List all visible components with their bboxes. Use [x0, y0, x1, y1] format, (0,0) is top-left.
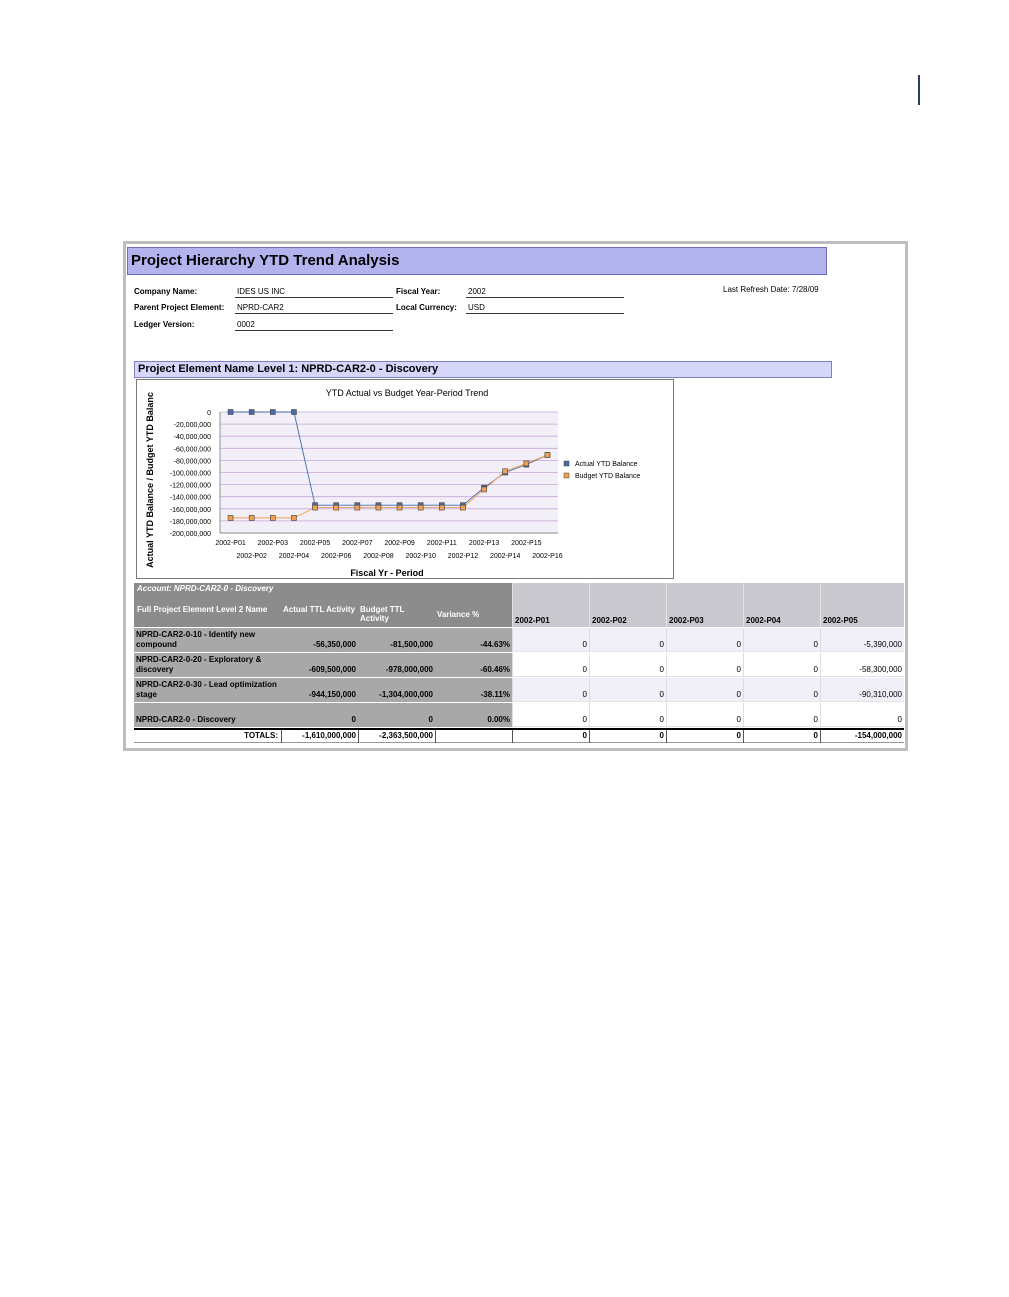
- row-period-value: 0: [820, 703, 904, 727]
- chart-legend-swatch: [564, 473, 569, 478]
- chart-legend-label: Actual YTD Balance: [575, 461, 638, 468]
- row-period-value: -90,310,000: [820, 678, 904, 702]
- chart-point-budget: [397, 505, 402, 510]
- chart-point-budget: [439, 505, 444, 510]
- chart-x-tick-label: 2002-P08: [363, 553, 394, 560]
- row-period-value: 0: [512, 653, 589, 677]
- column-header-period: 2002-P04: [743, 583, 820, 627]
- row-period-value: 0: [589, 703, 666, 727]
- chart-point-budget: [524, 461, 529, 466]
- row-actual: -609,500,000: [308, 665, 356, 674]
- chart-x-tick-label: 2002-P05: [299, 540, 331, 547]
- totals-divider: [589, 730, 590, 743]
- totals-divider: [512, 730, 513, 743]
- chart-x-tick-label: 2002-P06: [321, 553, 352, 560]
- chart-y-tick-label: -180,000,000: [169, 518, 211, 526]
- totals-period-value: 0: [813, 731, 818, 740]
- totals-divider: [666, 730, 667, 743]
- row-name: NPRD-CAR2-0-20 - Exploratory & discovery: [136, 655, 262, 674]
- row-actual: -944,150,000: [308, 690, 356, 699]
- chart-x-tick-label: 2002-P10: [405, 553, 436, 560]
- totals-divider: [358, 730, 359, 743]
- chart-x-tick-label: 2002-P11: [426, 540, 457, 547]
- column-header-period: 2002-P01: [512, 583, 589, 627]
- chart-y-tick-label: -20,000,000: [173, 422, 211, 430]
- row-period-value: 0: [743, 678, 820, 702]
- chart-point-budget: [291, 515, 296, 520]
- totals-period-value: 0: [582, 731, 587, 740]
- totals-period-value: 0: [736, 731, 741, 740]
- chart-point-budget: [376, 505, 381, 510]
- currency-value: USD: [466, 302, 624, 314]
- chart-x-tick-label: 2002-P13: [468, 540, 500, 547]
- row-budget: 0: [428, 715, 433, 724]
- row-variance: -38.11%: [480, 690, 510, 699]
- row-period-value: 0: [743, 703, 820, 727]
- parent-element-value: NPRD-CAR2: [235, 302, 393, 314]
- chart-point-budget: [249, 515, 254, 520]
- column-header-actual: Actual TTL Activity: [283, 605, 355, 614]
- parent-element-label: Parent Project Element:: [134, 303, 225, 312]
- chart-x-tick-label: 2002-P02: [236, 553, 267, 560]
- row-budget: -1,304,000,000: [379, 690, 433, 699]
- row-period-value: 0: [589, 678, 666, 702]
- row-variance: -60.46%: [480, 665, 510, 674]
- row-period-value: 0: [743, 653, 820, 677]
- trend-chart-svg: [137, 380, 675, 580]
- fiscal-year-value: 2002: [466, 286, 624, 298]
- chart-y-tick-label: -160,000,000: [169, 506, 211, 514]
- chart-x-tick-label: 2002-P15: [511, 540, 542, 547]
- chart-x-tick-label: 2002-P09: [384, 540, 415, 547]
- row-period-value: 0: [512, 678, 589, 702]
- chart-point-actual: [228, 410, 233, 415]
- column-header-period: 2002-P02: [589, 583, 666, 627]
- chart-y-tick-label: -120,000,000: [169, 482, 211, 490]
- chart-x-tick-label: 2002-P03: [257, 540, 288, 547]
- chart-title: YTD Actual vs Budget Year-Period Trend: [325, 388, 489, 398]
- chart-x-tick-label: 2002-P12: [447, 553, 479, 560]
- chart-point-budget: [460, 505, 465, 510]
- row-name: NPRD-CAR2-0 - Discovery: [136, 715, 236, 724]
- trend-chart: [136, 379, 674, 579]
- chart-point-budget: [355, 505, 360, 510]
- totals-label: TOTALS:: [244, 731, 278, 740]
- chart-y-tick-label: 0: [207, 410, 211, 417]
- row-period-value: -58,300,000: [820, 653, 904, 677]
- chart-x-tick-label: 2002-P14: [490, 553, 521, 560]
- row-period-value: 0: [512, 628, 589, 652]
- row-period-value: 0: [512, 703, 589, 727]
- chart-point-budget: [313, 505, 318, 510]
- column-header-name: Full Project Element Level 2 Name: [137, 605, 268, 614]
- chart-point-budget: [270, 515, 275, 520]
- chart-y-tick-label: -200,000,000: [169, 531, 211, 538]
- company-label: Company Name:: [134, 287, 198, 296]
- chart-x-tick-label: 2002-P01: [215, 540, 246, 547]
- chart-point-budget: [482, 487, 487, 492]
- column-header-period: 2002-P05: [820, 583, 904, 627]
- currency-label: Local Currency:: [396, 303, 457, 312]
- company-value: IDES US INC: [235, 286, 393, 298]
- chart-x-tick-label: 2002-P16: [532, 553, 563, 560]
- row-actual: 0: [351, 715, 356, 724]
- chart-y-axis-label: Actual YTD Balance / Budget YTD Balanc: [145, 392, 155, 568]
- last-refresh-date: Last Refresh Date: 7/28/09: [723, 285, 819, 294]
- row-period-value: 0: [666, 678, 743, 702]
- chart-y-tick-label: -140,000,000: [169, 494, 211, 502]
- page-marker: [918, 75, 920, 105]
- ledger-label: Ledger Version:: [134, 320, 195, 329]
- column-header-budget: Budget TTL Activity: [360, 605, 405, 623]
- chart-point-actual: [249, 410, 254, 415]
- totals-period-value: 0: [659, 731, 664, 740]
- chart-point-actual: [291, 410, 296, 415]
- row-name: NPRD-CAR2-0-30 - Lead optimization stage: [136, 680, 277, 699]
- chart-legend-swatch: [564, 461, 569, 466]
- column-header-period: 2002-P03: [666, 583, 743, 627]
- chart-x-axis-label: Fiscal Yr - Period: [350, 568, 424, 578]
- chart-y-tick-label: -40,000,000: [173, 434, 211, 442]
- row-name: NPRD-CAR2-0-10 - Identify new compound: [136, 630, 256, 649]
- chart-point-budget: [334, 505, 339, 510]
- row-budget: -978,000,000: [385, 665, 433, 674]
- row-period-value: 0: [589, 628, 666, 652]
- row-budget: -81,500,000: [390, 640, 433, 649]
- totals-divider: [435, 730, 436, 743]
- chart-x-tick-label: 2002-P04: [278, 553, 310, 560]
- totals-budget: -2,363,500,000: [379, 731, 433, 740]
- section-title: Project Element Name Level 1: NPRD-CAR2-0 - Discovery: [134, 361, 832, 378]
- totals-period-value: -154,000,000: [854, 731, 902, 740]
- fiscal-year-label: Fiscal Year:: [396, 287, 441, 296]
- chart-legend-label: Budget YTD Balance: [575, 473, 641, 480]
- chart-point-budget: [228, 515, 233, 520]
- row-period-value: 0: [589, 653, 666, 677]
- ledger-value: 0002: [235, 319, 393, 331]
- chart-point-budget: [545, 452, 550, 457]
- row-period-value: -5,390,000: [820, 628, 904, 652]
- row-actual: -56,350,000: [313, 640, 356, 649]
- row-period-value: 0: [743, 628, 820, 652]
- row-period-value: 0: [666, 628, 743, 652]
- chart-point-actual: [270, 410, 275, 415]
- chart-point-budget: [418, 505, 423, 510]
- row-variance: -44.63%: [480, 640, 510, 649]
- column-header-variance: Variance %: [437, 610, 480, 619]
- chart-y-tick-label: -100,000,000: [169, 470, 211, 478]
- chart-point-budget: [503, 469, 508, 474]
- row-variance: 0.00%: [487, 715, 510, 724]
- totals-divider: [281, 730, 282, 743]
- totals-divider: [820, 730, 821, 743]
- row-period-value: 0: [666, 653, 743, 677]
- chart-y-tick-label: -80,000,000: [173, 458, 211, 466]
- chart-y-tick-label: -60,000,000: [173, 446, 211, 454]
- report-title: Project Hierarchy YTD Trend Analysis: [127, 247, 827, 275]
- account-header: Account: NPRD-CAR2-0 - Discovery: [137, 584, 274, 593]
- totals-divider: [743, 730, 744, 743]
- row-period-value: 0: [666, 703, 743, 727]
- chart-x-tick-label: 2002-P07: [342, 540, 373, 547]
- totals-actual: -1,610,000,000: [302, 731, 356, 740]
